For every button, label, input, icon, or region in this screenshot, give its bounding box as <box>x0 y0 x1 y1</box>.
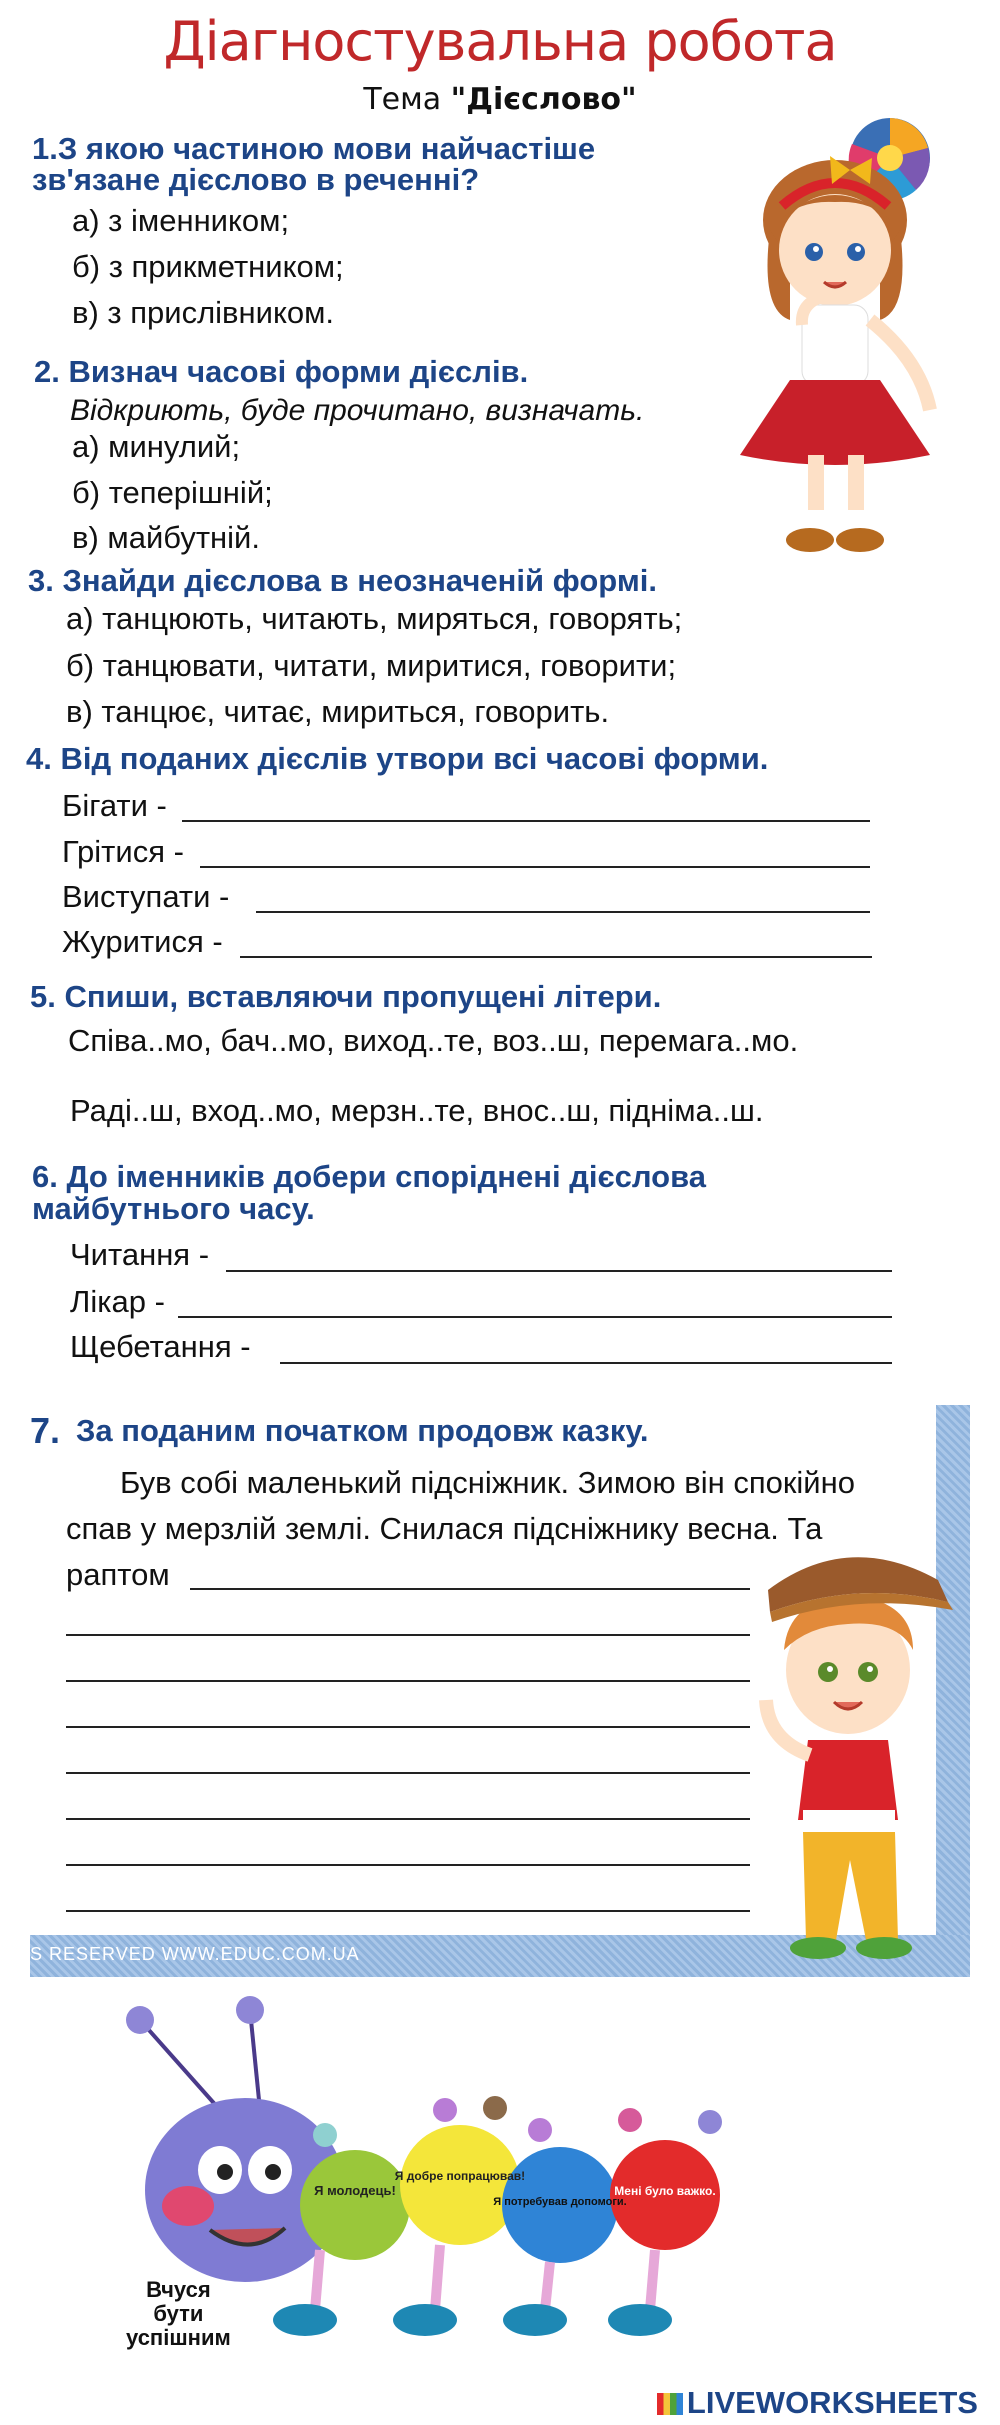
ball-green <box>300 2150 410 2260</box>
question-1-text-line1: 1.З якою частиною мови найчастіше <box>32 131 596 166</box>
answer-line[interactable] <box>66 1910 750 1912</box>
answer-line[interactable] <box>190 1588 750 1590</box>
subtitle-topic: "Дієслово" <box>450 82 637 117</box>
answer-line[interactable] <box>182 820 870 822</box>
answer-line[interactable] <box>178 1316 892 1318</box>
question-2-option-c[interactable]: в) майбутній. <box>72 520 260 555</box>
answer-line[interactable] <box>226 1270 892 1272</box>
question-6-text-line1: 6. До іменників добери споріднені дієслова <box>32 1159 706 1194</box>
question-1-text-line2: зв'язане дієслово в реченні? <box>32 162 480 197</box>
question-6-item-3: Щебетання - <box>70 1329 251 1364</box>
girl-illustration <box>730 110 960 580</box>
question-7-number: 7. <box>30 1410 61 1451</box>
answer-line[interactable] <box>66 1680 750 1682</box>
question-6-item-1: Читання - <box>70 1237 210 1272</box>
question-3-option-b[interactable]: б) танцювати, читати, миритися, говорити; <box>66 648 677 683</box>
answer-line[interactable] <box>66 1726 750 1728</box>
question-4-item-4: Журитися - <box>62 924 223 959</box>
logo-icon <box>657 2393 683 2415</box>
caterpillar-label-line1: Вчуся <box>146 2277 211 2302</box>
copyright-text: S RESERVED WWW.EDUC.COM.UA <box>30 1944 360 1964</box>
question-5-text: 5. Спиши, вставляючи пропущені літери. <box>30 979 662 1014</box>
answer-line[interactable] <box>280 1362 892 1364</box>
question-5-line-2: Раді..ш, вход..мо, мерзн..те, внос..ш, підніма..ш. <box>70 1093 764 1128</box>
question-4-item-3: Виступати - <box>62 879 230 914</box>
question-2-option-b[interactable]: б) теперішній; <box>72 475 273 510</box>
ball-label-1: Я молодець! <box>314 2183 396 2198</box>
question-2-example: Відкриють, буде прочитано, визначать. <box>70 394 645 427</box>
question-6-item-2: Лікар - <box>70 1284 165 1319</box>
answer-line[interactable] <box>256 911 870 913</box>
answer-line[interactable] <box>66 1634 750 1636</box>
question-4-item-2: Грітися - <box>62 834 184 869</box>
question-6-text-line2: майбутнього часу. <box>32 1191 315 1226</box>
answer-line[interactable] <box>66 1818 750 1820</box>
question-2-text: 2. Визнач часові форми дієслів. <box>34 354 529 389</box>
answer-line[interactable] <box>66 1772 750 1774</box>
caterpillar-label <box>126 2278 231 2350</box>
caterpillar-label-line3: успішним <box>126 2325 231 2350</box>
ball-yellow <box>400 2125 520 2245</box>
story-line-1: Був собі маленький підсніжник. Зимою він спокійно <box>120 1465 855 1500</box>
boy-illustration <box>748 1540 973 1970</box>
answer-line[interactable] <box>66 1864 750 1866</box>
question-1-option-a[interactable]: а) з іменником; <box>72 203 290 238</box>
question-1-option-c[interactable]: в) з прислівником. <box>72 295 335 330</box>
page-title: Діагностувальна робота <box>163 10 837 73</box>
liveworksheets-logo[interactable] <box>657 2385 978 2421</box>
caterpillar-label-line2: бути <box>153 2301 204 2326</box>
brand-text: LIVEWORKSHEETS <box>686 2385 978 2420</box>
question-3-option-c[interactable]: в) танцює, читає, мириться, говорить. <box>66 694 610 729</box>
question-3-option-a[interactable]: а) танцюють, читають, миряться, говорять; <box>66 601 683 636</box>
question-5-line-1: Співа..мо, бач..мо, виход..те, воз..ш, перемага..мо. <box>68 1023 799 1058</box>
question-1-option-b[interactable]: б) з прикметником; <box>72 249 344 284</box>
question-3-text: 3. Знайди дієслова в неозначеній формі. <box>28 563 657 598</box>
answer-line[interactable] <box>240 956 872 958</box>
question-7-text: За поданим початком продовж казку. <box>76 1413 649 1448</box>
ball-label-3: Я потребував допомоги. <box>493 2196 627 2208</box>
ball-label-2: Я добре попрацював! <box>394 2169 526 2183</box>
story-line-3: раптом <box>66 1557 170 1592</box>
question-4-text: 4. Від поданих дієслів утвори всі часові форми. <box>26 741 769 776</box>
question-4-item-1: Бігати - <box>62 788 167 823</box>
question-2-option-a[interactable]: а) минулий; <box>72 429 241 464</box>
ball-label-4: Мені було важко. <box>614 2184 716 2198</box>
story-line-2: спав у мерзлій землі. Снилася підсніжнику весна. Та <box>66 1511 823 1546</box>
subtitle-prefix: Тема <box>363 82 451 117</box>
answer-line[interactable] <box>200 866 870 868</box>
